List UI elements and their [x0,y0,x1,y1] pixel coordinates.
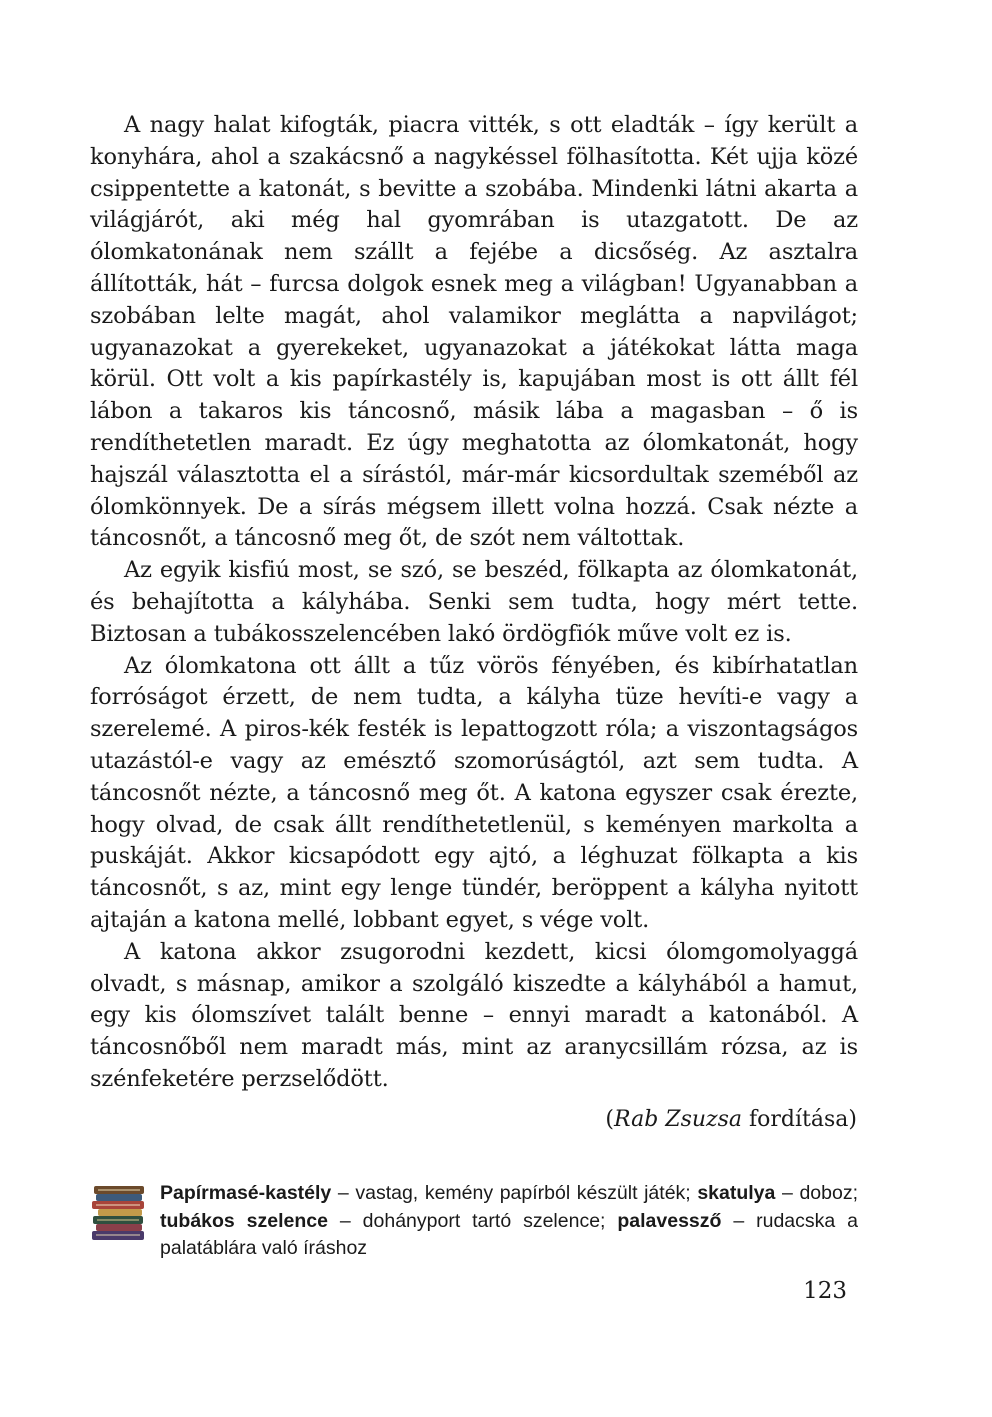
glossary-term: palavessző [617,1209,722,1232]
credit-suffix: fordítása) [742,1107,857,1132]
translator-name: Rab Zsuzsa [614,1107,743,1132]
credit-open-paren: ( [605,1107,615,1132]
glossary-definition: – vastag, kemény papírból készült játék; [331,1182,698,1204]
glossary-definition: – rudacska a palatáblára való íráshoz [160,1209,858,1259]
paragraph-1: A nagy halat kifogták, piacra vitték, s ott eladták – így került a konyhára, ahol a szakácsnő a nagykéssel fölhasította. Két ujja közé csippentette a katonát, s bevitte a szobába. Mindenki látni akarta a világjárót, aki még hal gyomrában is utazgatott. De az ólomkatonának nem szállt a fejébe a dicsőség. Az asztalra állították, hát – furcsa dolgok esnek meg a világban! Ugyanabban a szobában lelte magát, ahol valamikor meglátta a napvilágot; ugyanazokat a gyerekeket, ugyanazokat a játékokat látta maga körül. Ott volt a kis papírkastély is, kapujában most is ott állt fél lábon a takaros kis táncosnő, másik lába a magasban – ő is rendíthetetlen maradt. Ez úgy meghatotta az ólomkatonát, hogy hajszál választotta el a sírástól, már-már kicsordultak szeméből az ólomkönnyek. De a sírás mégsem illett volna hozzá. Csak nézte a táncosnőt, a táncosnő meg őt, de szót nem váltottak. [90,112,858,552]
glossary-term: skatulya [697,1182,776,1204]
page-number: 123 [803,1278,847,1304]
story-text [90,110,858,1096]
glossary-definition: – dohányport tartó szelence; [327,1209,618,1232]
books-icon [90,1182,148,1244]
translator-credit [605,1106,857,1134]
paragraph-4: A katona akkor zsugorodni kezdett, kicsi ólomgomolyaggá olvadt, s másnap, amikor a szolgáló kiszedte a kályhából a hamut, egy kis ólomszívet talált benne – ennyi maradt a katonából. A táncosnőből nem maradt más, mint az aranycsillám rózsa, az is szénfeketére perzselődött. [90,938,858,1092]
paragraph-2: Az egyik kisfiú most, se szó, se beszéd, fölkapta az ólomkatonát, és behajította a kályhába. Senki sem tudta, hogy mért tette. Biztosan a tubákosszelencében lakó ördögfiók műve volt ez is. [90,557,858,647]
glossary-term: tubákos szelence [160,1209,328,1232]
glossary-term: Papírmasé-kastély [160,1182,332,1204]
glossary-definition: – doboz; [775,1182,859,1204]
paragraph-3: Az ólomkatona ott állt a tűz vörös fényében, és kibírhatatlan forróságot érzett, de nem tudta, a kályha tüze hevíti-e vagy a szerelemé. A piros-kék festék is lepattogzott róla; a viszontagságos utazástól-e vagy az emésztő szomorúságtól, azt sem tudta. A táncosnőt nézte, a táncosnő meg őt. A katona egyszer csak érezte, hogy olvad, de csak állt rendíthetetlenül, s keményen markolta a puskáját. Akkor kicsapódott egy ajtó, a léghuzat fölkapta a kis táncosnőt, s az, mint egy lenge tündér, beröppent a kályha nyitott ajtaján a katona mellé, lobbant egyet, s vége volt. [90,652,858,933]
glossary-text [160,1180,858,1263]
